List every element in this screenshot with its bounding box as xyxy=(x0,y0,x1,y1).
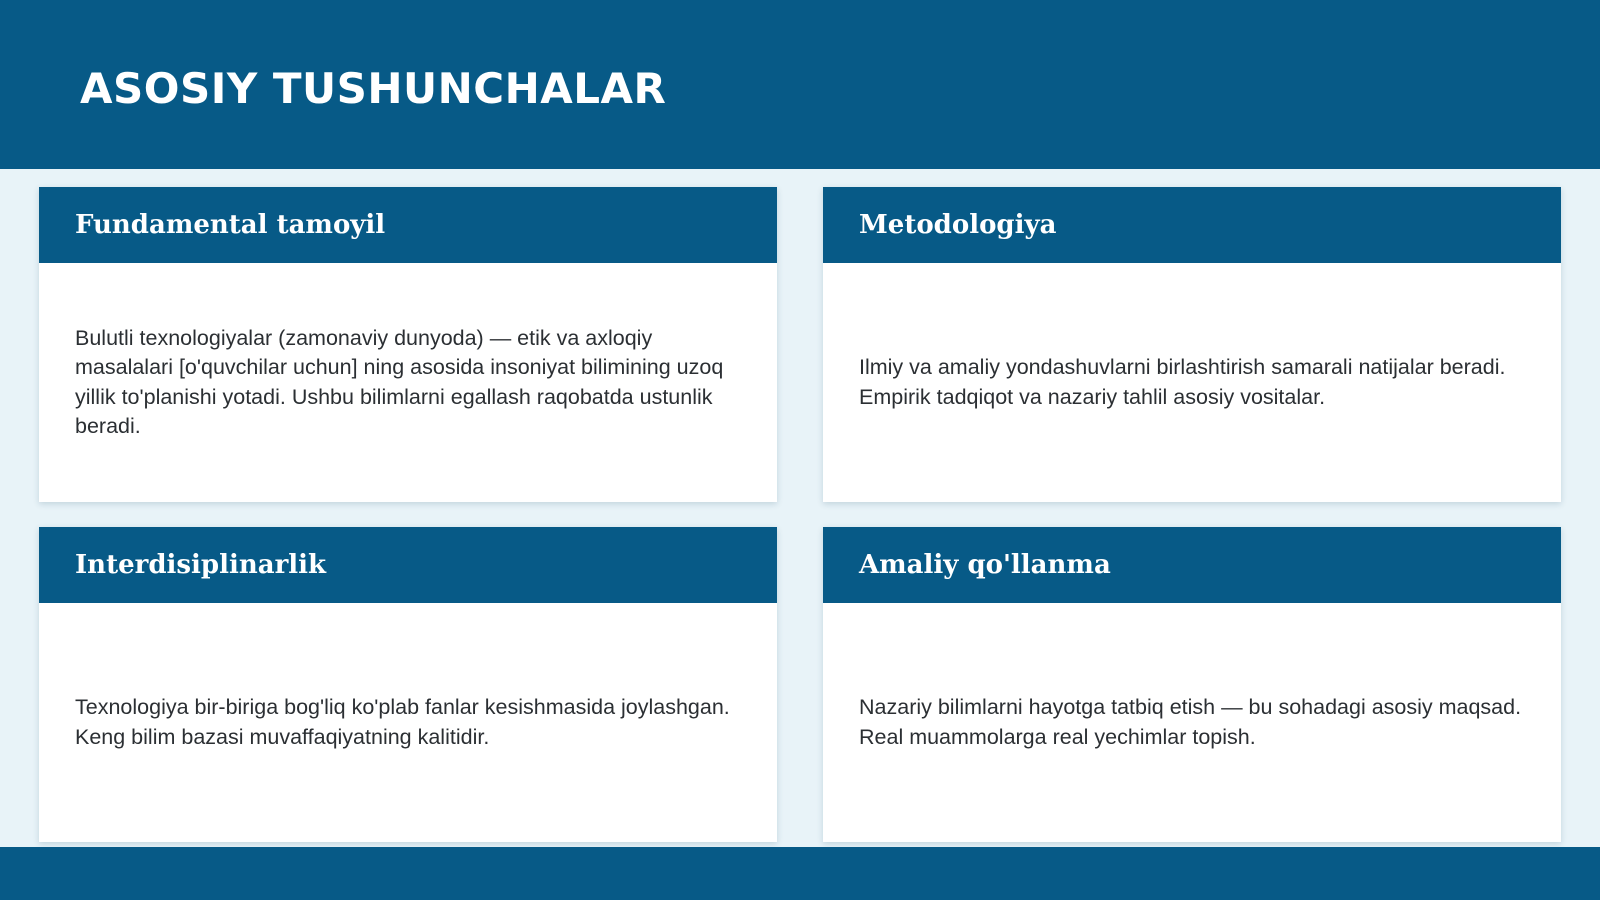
card-body xyxy=(39,603,777,842)
card-title: Fundamental tamoyil xyxy=(75,210,386,240)
card-text: Ilmiy va amaliy yondashuvlarni birlashtirish samarali natijalar beradi. Empirik tadqiqot va nazariy tahlil asosiy vositalar. xyxy=(859,355,1506,409)
card-body xyxy=(823,263,1561,502)
slide-header xyxy=(0,0,1600,169)
card-title: Metodologiya xyxy=(859,210,1057,240)
card-body xyxy=(823,603,1561,842)
card-text: Bulutli texnologiyalar (zamonaviy dunyoda) — etik va axloqiy masalalari [o'quvchilar uchun] ning asosida insoniyat bilimining uzoq yillik to'planishi yotadi. Ushbu bilimlarni egallash raqobatda ustunlik beradi. xyxy=(75,325,724,438)
card-title: Interdisiplinarlik xyxy=(75,550,327,580)
concept-card-practical xyxy=(823,527,1561,842)
card-text: Nazariy bilimlarni hayotga tatbiq etish — bu sohadagi asosiy maqsad. Real muammolarga real yechimlar topish. xyxy=(859,695,1522,749)
concept-card-interdisciplinary xyxy=(39,527,777,842)
card-header xyxy=(823,187,1561,263)
card-header xyxy=(39,187,777,263)
card-title: Amaliy qo'llanma xyxy=(859,550,1111,580)
card-header xyxy=(823,527,1561,603)
concept-card-methodology xyxy=(823,187,1561,502)
page-title: ASOSIY TUSHUNCHALAR xyxy=(80,64,667,113)
card-header xyxy=(39,527,777,603)
card-body xyxy=(39,263,777,502)
slide-footer xyxy=(0,847,1600,900)
concept-card-fundamental xyxy=(39,187,777,502)
card-text: Texnologiya bir-biriga bog'liq ko'plab fanlar kesishmasida joylashgan. Keng bilim bazasi muvaffaqiyatning kalitidir. xyxy=(75,695,730,749)
